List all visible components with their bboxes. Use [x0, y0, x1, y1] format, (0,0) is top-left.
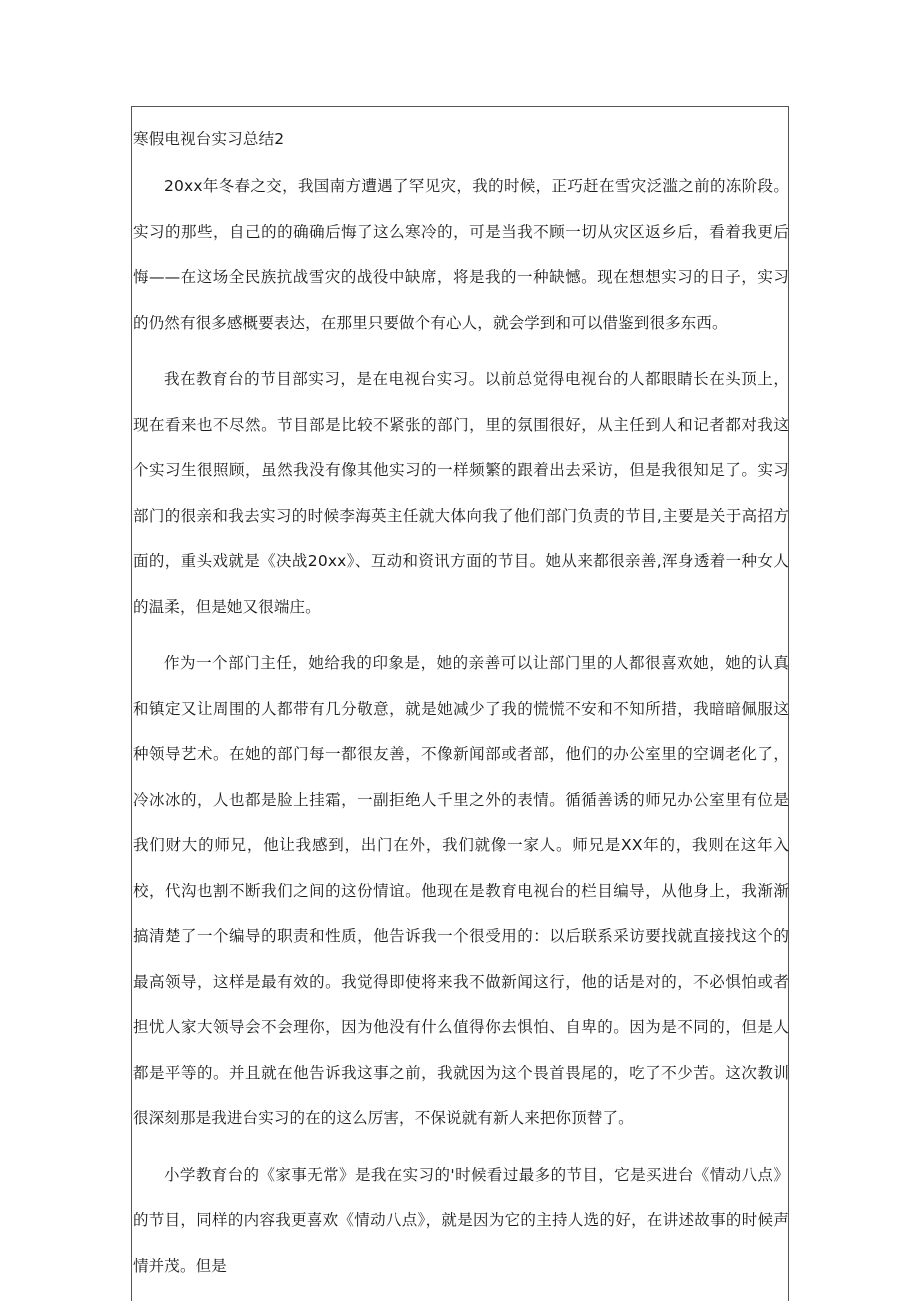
paragraph-2: 我在教育台的节目部实习，是在电视台实习。以前总觉得电视台的人都眼睛长在头顶上，现在看来也不尽然。节目部是比较不紧张的部门，里的氛围很好，从主任到人和记者都对我这个实习生很照顾，虽然我没有像其他实习的一样频繁的跟着出去采访，但是我很知足了。实习部门的很亲和我去实习的时候李海英主任就大体向我了他们部门负责的节目,主要是关于高招方面的，重头戏就是《决战20xx》、互动和资讯方面的节目。她从来都很亲善,浑身透着一种女人的温柔，但是她又很端庄。: [133, 370, 789, 616]
document-title: 寒假电视台实习总结2: [133, 130, 285, 148]
paragraph-1: 20xx年冬春之交，我国南方遭遇了罕见灾，我的时候，正巧赶在雪灾泛滥之前的冻阶段。实习的那些，自己的的确确后悔了这么寒冷的，可是当我不顾一切从灾区返乡后，看着我更后悔——在这场全民族抗战雪灾的战役中缺席，将是我的一种缺憾。现在想想实习的日子，实习的仍然有很多感概要表达，在那里只要做个有心人，就会学到和可以借鉴到很多东西。: [133, 177, 789, 332]
document-body: [133, 126, 789, 1310]
paragraph-4: 小学教育台的《家事无常》是我在实习的'时候看过最多的节目，它是买进台《情动八点》的节目，同样的内容我更喜欢《情动八点》，就是因为它的主持人选的好，在讲述故事的时候声情并茂。但是: [133, 1165, 789, 1275]
paragraph-3: 作为一个部门主任，她给我的印象是，她的亲善可以让部门里的人都很喜欢她，她的认真和镇定又让周围的人都带有几分敬意，就是她减少了我的慌慌不安和不知所措，我暗暗佩服这种领导艺术。在她的部门每一都很友善，不像新闻部或者部，他们的办公室里的空调老化了，冷冰冰的，人也都是脸上挂霜，一副拒绝人千里之外的表情。循循善诱的师兄办公室里有位是我们财大的师兄，他让我感到，出门在外，我们就像一家人。师兄是XX年的，我则在这年入校，代沟也割不断我们之间的这份情谊。他现在是教育电视台的栏目编导，从他身上，我渐渐搞清楚了一个编导的职责和性质，他告诉我一个很受用的：以后联系采访要找就直接找这个的最高领导，这样是最有效的。我觉得即使将来我不做新闻这行，他的话是对的，不必惧怕或者担忧人家大领导会不会理你，因为他没有什么值得你去惧怕、自卑的。因为是不同的，但是人都是平等的。并且就在他告诉我这事之前，我就因为这个畏首畏尾的，吃了不少苦。这次教训很深刻那是我进台实习的在的这么厉害，不保说就有新人来把你顶替了。: [133, 654, 789, 1127]
